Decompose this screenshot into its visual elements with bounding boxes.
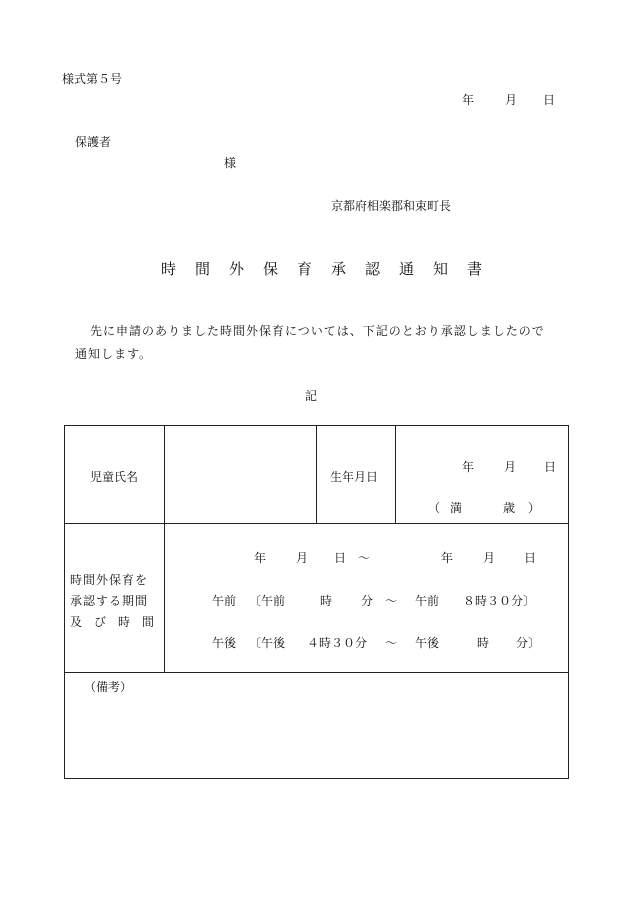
period-start-day: 日 ～ — [334, 551, 371, 565]
row-divider-2 — [65, 672, 568, 673]
birth-year: 年 — [462, 460, 475, 474]
age-close: ） — [528, 501, 541, 515]
age-sai: 歳 — [503, 501, 516, 515]
date-day: 日 — [543, 93, 556, 107]
birth-label: 生年月日 — [330, 470, 379, 484]
morning-end-label: 午前 — [415, 594, 440, 608]
period-label-line-3: 及び時間 — [70, 615, 167, 629]
period-end-year: 年 — [441, 551, 454, 565]
period-end-month: 月 — [483, 551, 496, 565]
afternoon-open: 〔午後 — [249, 636, 286, 650]
period-start-month: 月 — [296, 551, 309, 565]
row-divider-1 — [65, 523, 568, 524]
form-number: 様式第５号 — [62, 72, 123, 86]
afternoon-minute-close: 分〕 — [516, 636, 541, 650]
afternoon-hour: 時 — [477, 636, 490, 650]
morning-open: 〔午前 — [249, 594, 286, 608]
recipient-honorific: 様 — [224, 156, 237, 170]
birth-day: 日 — [544, 460, 557, 474]
name-column-divider — [316, 426, 317, 523]
body-line-2: 通知します。 — [75, 347, 153, 361]
document-title: 時間外保育承認通知書 — [161, 260, 502, 278]
age-mitsu: 満 — [450, 501, 463, 515]
period-label-line-1: 時間外保育を — [70, 573, 149, 587]
afternoon-start-time: ４時３０分 — [307, 636, 368, 650]
afternoon-end-label: 午後 — [415, 636, 440, 650]
morning-minute-tilde: 分 ～ — [361, 594, 398, 608]
label-column-divider — [164, 426, 165, 672]
morning-end-time: ８時３０分〕 — [463, 594, 536, 608]
date-month: 月 — [505, 93, 518, 107]
body-line-1: 先に申請のありました時間外保育については、下記のとおり承認しましたので — [90, 324, 545, 338]
morning-hour: 時 — [320, 594, 333, 608]
date-year: 年 — [462, 93, 475, 107]
child-name-label: 児童氏名 — [90, 470, 139, 484]
age-open: （ — [428, 501, 441, 515]
birth-column-divider — [395, 426, 396, 523]
remarks-label: （備考） — [84, 680, 133, 694]
period-end-day: 日 — [524, 551, 537, 565]
issuer: 京都府相楽郡和束町長 — [331, 199, 452, 213]
ki-heading: 記 — [305, 389, 318, 403]
birth-month: 月 — [504, 460, 517, 474]
afternoon-tilde: ～ — [385, 636, 398, 650]
period-start-year: 年 — [254, 551, 267, 565]
morning-label: 午前 — [212, 594, 237, 608]
afternoon-label: 午後 — [212, 636, 237, 650]
recipient-label: 保護者 — [75, 135, 112, 149]
period-label-line-2: 承認する期間 — [70, 594, 149, 608]
